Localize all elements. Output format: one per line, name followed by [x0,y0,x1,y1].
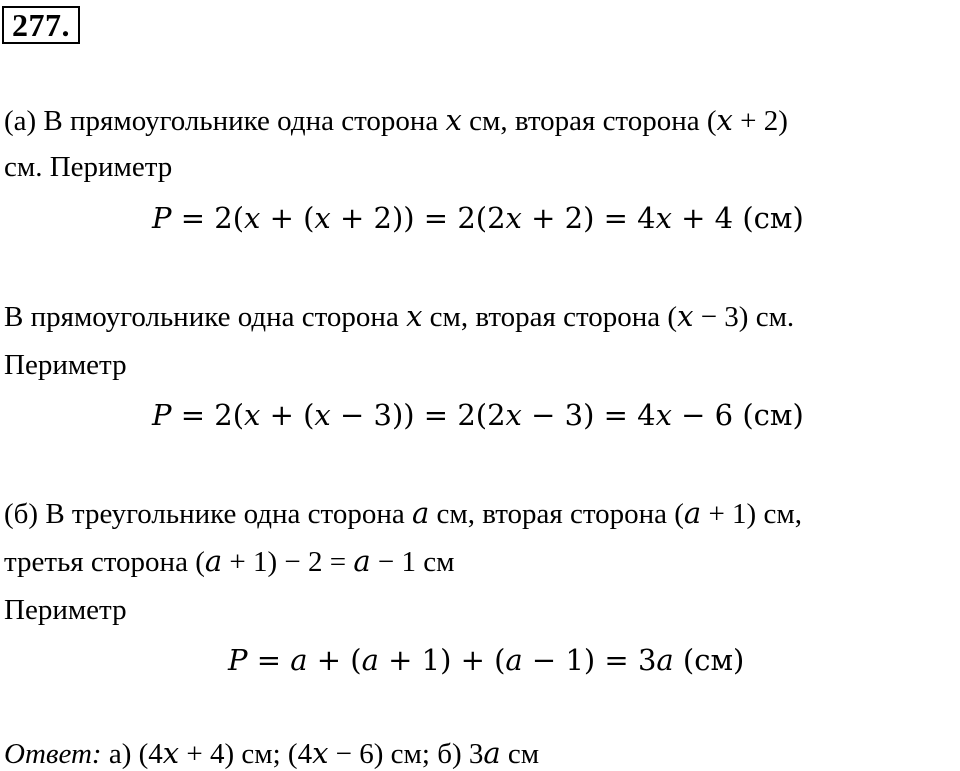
answer-label: Ответ: [4,738,102,770]
answer-line [4,737,539,771]
part-a-case1-line2: см. Периметр [4,151,173,183]
part-a-case2-formula: 𝑃 = 2(𝑥 + (𝑥 − 3)) = 2(2𝑥 − 3) = 4𝑥 − 6 (см) [152,398,804,432]
task-number: 277. [2,6,80,44]
part-a-case1-formula: 𝑃 = 2(𝑥 + (𝑥 + 2)) = 2(2𝑥 + 2) = 4𝑥 + 4 (см) [152,201,804,235]
part-a-case2-line2: Периметр [4,349,127,381]
part-b-formula: 𝑃 = 𝑎 + (𝑎 + 1) + (𝑎 − 1) = 3𝑎 (см) [228,643,745,677]
part-a-case1-line1: (a) В прямоугольнике одна сторона 𝑥 см, вторая сторона (𝑥 + 2) [4,105,788,137]
part-b-line3: Периметр [4,594,127,626]
answer-text: а) (4𝑥 + 4) см; (4𝑥 − 6) см; б) 3𝑎 см [101,738,540,770]
part-b-line2: третья сторона (𝑎 + 1) − 2 = 𝑎 − 1 см [4,546,455,578]
part-b-line1: (б) В треугольнике одна сторона 𝑎 см, вторая сторона (𝑎 + 1) см, [4,498,802,530]
part-a-case2-line1: В прямоугольнике одна сторона 𝑥 см, вторая сторона (𝑥 − 3) см. [4,301,795,333]
